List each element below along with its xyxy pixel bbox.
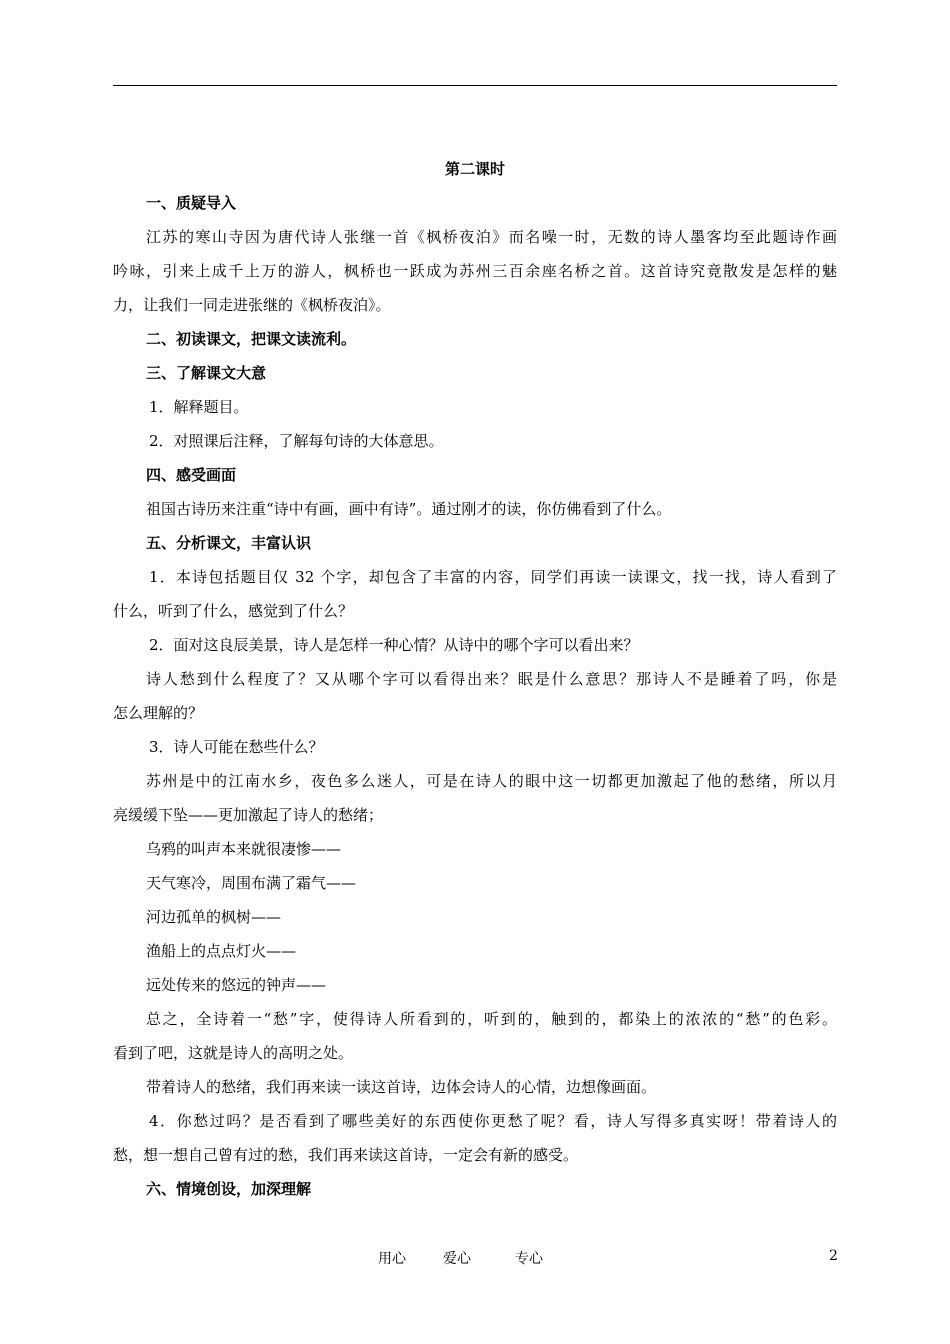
section-heading-1: 一、质疑导入 xyxy=(146,194,237,212)
paragraph-line: 苏州是中的江南水乡，夜色多么迷人，可是在诗人的眼中这一切都更加激起了他的愁绪，所以月 xyxy=(146,772,837,790)
section-heading-3: 三、了解课文大意 xyxy=(146,364,267,382)
paragraph-line: 亮缓缓下坠——更加激起了诗人的愁绪； xyxy=(113,806,384,824)
paragraph-line: 祖国古诗历来注重“诗中有画，画中有诗”。通过刚才的读，你仿佛看到了什么。 xyxy=(146,500,672,518)
verse-note-line: 乌鸦的叫声本来就很凄惨—— xyxy=(146,840,342,858)
section-heading-6: 六、情境创设，加深理解 xyxy=(146,1180,312,1198)
verse-note-line: 天气寒冷，周围布满了霜气—— xyxy=(146,874,357,892)
paragraph-line: 看到了吧，这就是诗人的高明之处。 xyxy=(113,1044,354,1062)
paragraph-line: 江苏的寒山寺因为唐代诗人张继一首《枫桥夜泊》而名噪一时，无数的诗人墨客均至此题诗作画 xyxy=(146,228,837,246)
verse-note-line: 远处传来的悠远的钟声—— xyxy=(146,976,327,994)
paragraph-line: 诗人愁到什么程度了？又从哪个字可以看得出来？眠是什么意思？那诗人不是睡着了吗，你是 xyxy=(146,670,837,688)
list-item: 2．对照课后注释，了解每句诗的大体意思。 xyxy=(149,432,444,450)
paragraph-line: 带着诗人的愁绪，我们再来读一读这首诗，边体会诗人的心情，边想像画面。 xyxy=(146,1078,657,1096)
question-line: 3．诗人可能在愁些什么？ xyxy=(149,738,324,756)
question-line: 愁，想一想自己曾有过的愁，我们再来读这首诗，一定会有新的感受。 xyxy=(113,1146,579,1164)
paragraph-line: 吟咏，引来上成千上万的游人，枫桥也一跃成为苏州三百余座名桥之首。这首诗究竟散发是怎样的魅 xyxy=(113,262,837,280)
footer-motto-3: 专心 xyxy=(515,1251,543,1267)
footer-motto-2: 爱心 xyxy=(443,1251,471,1267)
section-heading-4: 四、感受画面 xyxy=(146,466,237,484)
page-number: 2 xyxy=(829,1248,838,1264)
verse-note-line: 河边孤单的枫树—— xyxy=(146,908,282,926)
paragraph-line: 总之，全诗着一“愁”字，使得诗人所看到的，听到的，触到的，都染上的浓浓的“愁”的色彩。 xyxy=(146,1010,837,1028)
section-heading-2: 二、初读课文，把课文读流利。 xyxy=(146,330,357,348)
question-line: 什么，听到了什么，感觉到了什么？ xyxy=(113,602,354,620)
question-line: 4．你愁过吗？是否看到了哪些美好的东西使你更愁了呢？看，诗人写得多真实呀！带着诗人的 xyxy=(149,1112,837,1130)
question-line: 2．面对这良辰美景，诗人是怎样一种心情？从诗中的哪个字可以看出来？ xyxy=(149,636,639,654)
document-body xyxy=(113,152,837,1206)
section-heading-5: 五、分析课文，丰富认识 xyxy=(146,534,312,552)
page-title: 第二课时 xyxy=(444,160,505,178)
paragraph-line: 怎么理解的？ xyxy=(113,704,204,722)
header-rule xyxy=(113,85,837,86)
list-item: 1．解释题目。 xyxy=(149,398,249,416)
verse-note-line: 渔船上的点点灯火—— xyxy=(146,942,297,960)
paragraph-line: 力，让我们一同走进张继的《枫桥夜泊》。 xyxy=(113,296,391,314)
footer-motto-1: 用心 xyxy=(378,1251,406,1267)
question-line: 1．本诗包括题目仅 32 个字，却包含了丰富的内容，同学们再读一读课文，找一找，诗人看到了 xyxy=(149,568,837,586)
